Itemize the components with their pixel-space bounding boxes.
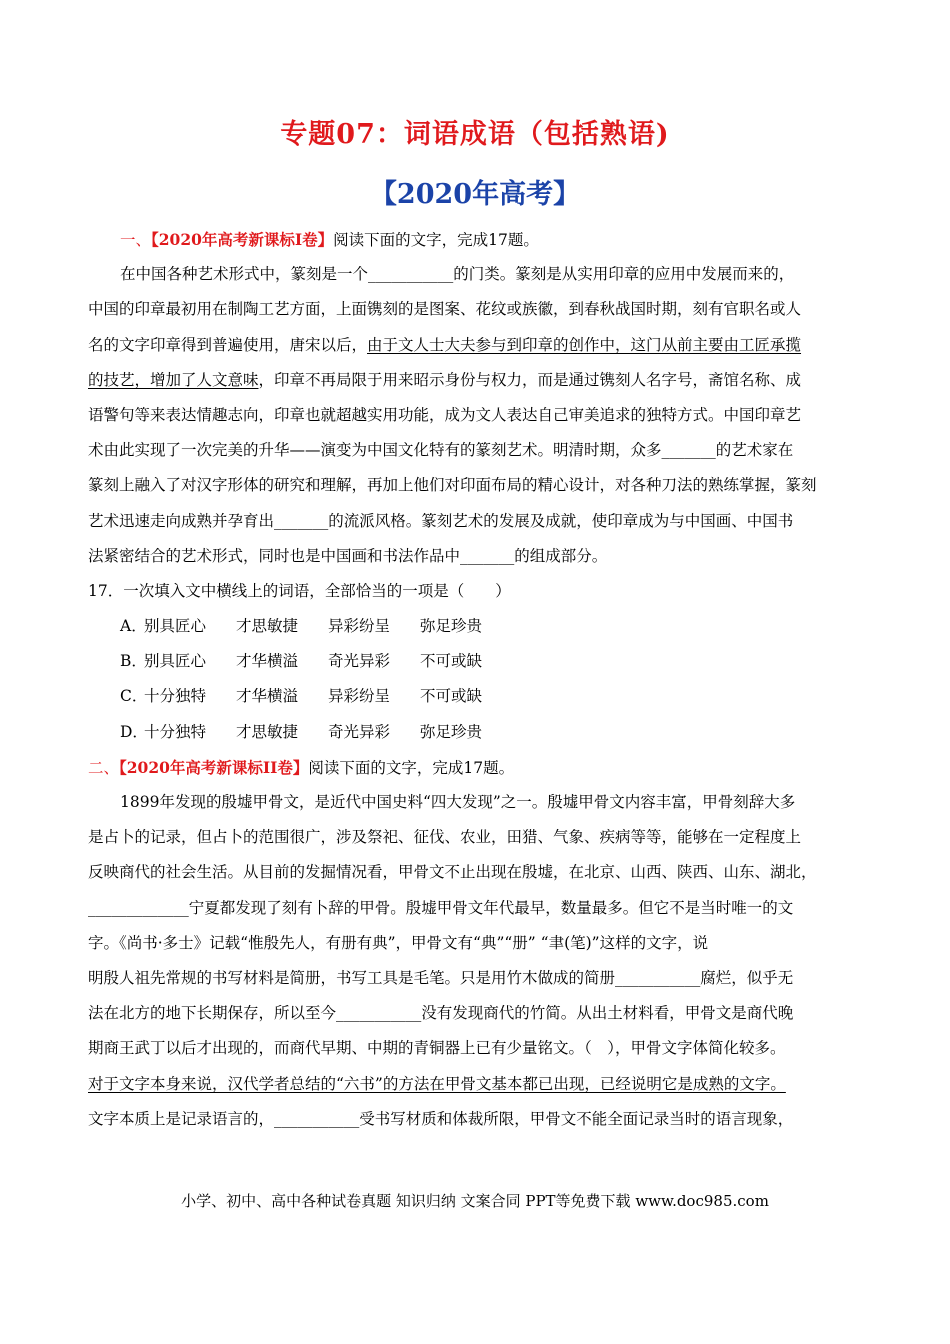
option-a bbox=[88, 609, 868, 644]
passage2-line: 是占卜的记录，但占卜的范围很广，涉及祭祀、征伐、农业，田猎、气象、疾病等等，能够在一定程度上 bbox=[88, 828, 802, 847]
option-word: 弥足珍贵 bbox=[420, 722, 483, 741]
page-footer: 小学、初中、高中各种试卷真题 知识归纳 文案合同 PPT等免费下载 www.doc985.com bbox=[181, 1192, 769, 1210]
passage1-line: 篆刻上融入了对汉字形体的研究和理解，再加上他们对印面布局的精心设计，对各种刀法的熟练掌握，篆刻 bbox=[88, 476, 817, 495]
section2-number: 二、 bbox=[88, 758, 120, 777]
option-c bbox=[88, 679, 868, 714]
option-word: 不可或缺 bbox=[420, 652, 483, 671]
section1-number: 一、 bbox=[120, 231, 152, 249]
passage1-line: 在中国各种艺术形式中，篆刻是一个___________的门类。篆刻是从实用印章的应用中发展而来的， bbox=[120, 265, 795, 284]
underlined-sentence: 由于文人士大夫参与到印章的创作中，这门从前主要由工匠承揽 bbox=[367, 335, 802, 354]
option-word: 奇光异彩 bbox=[328, 652, 391, 671]
passage1-line bbox=[88, 363, 868, 398]
passage1-line: 法紧密结合的艺术形式，同时也是中国画和书法作品中_______的组成部分。 bbox=[88, 546, 608, 565]
option-d bbox=[88, 715, 868, 750]
document-body bbox=[88, 222, 868, 1137]
option-word: 才华横溢 bbox=[236, 652, 299, 671]
passage2-line: 字。《尚书·多士》记载“惟殷先人，有册有典”，甲骨文有“典”“册” “聿(笔)”这样的文字，说 bbox=[88, 933, 709, 952]
option-word: 十分独特 bbox=[144, 687, 207, 706]
passage1-text: 名的文字印章得到普遍使用，唐宋以后， bbox=[88, 335, 368, 354]
option-word: 才思敏捷 bbox=[236, 617, 299, 636]
option-word: 弥足珍贵 bbox=[420, 617, 483, 636]
passage2-line: 1899年发现的殷墟甲骨文，是近代中国史料“四大发现”之一。殷墟甲骨文内容丰富，甲骨刻辞大多 bbox=[120, 793, 796, 811]
passage1-line: 语警句等来表达情趣志向，印章也就超越实用功能，成为文人表达自己审美追求的独特方式。中国印章艺 bbox=[88, 405, 802, 424]
underlined-sentence: 的技艺，增加了人文意味 bbox=[88, 370, 259, 389]
option-word: 异彩纷呈 bbox=[328, 687, 391, 706]
option-word: 才华横溢 bbox=[236, 687, 299, 706]
passage2-line: 法在北方的地下长期保存，所以至今___________没有发现商代的竹简。从出土材料看，甲骨文是商代晚 bbox=[88, 1004, 794, 1023]
section1-heading bbox=[88, 222, 868, 257]
page-subtitle: 【2020年高考】 bbox=[369, 179, 581, 210]
option-label: C． bbox=[120, 687, 148, 706]
option-b bbox=[88, 644, 868, 679]
passage1-line: 术由此实现了一次完美的升华——演变为中国文化特有的篆刻艺术。明清时期，众多_______的艺术家在 bbox=[88, 441, 794, 460]
section1-instruction: 阅读下面的文字，完成17题。 bbox=[333, 231, 539, 249]
passage2-line: _____________宁夏都发现了刻有卜辞的甲骨。殷墟甲骨文年代最早，数量最多。但它不是当时唯一的文 bbox=[88, 898, 794, 917]
passage1-line: 中国的印章最初用在制陶工艺方面，上面镌刻的是图案、花纹或族徽，到春秋战国时期，刻有官职名或人 bbox=[88, 300, 802, 319]
option-word: 别具匠心 bbox=[144, 652, 207, 671]
passage2-line: 文字本质上是记录语言的，___________受书写材质和体裁所限，甲骨文不能全面记录当时的语言现象， bbox=[88, 1109, 794, 1128]
option-word: 奇光异彩 bbox=[328, 722, 391, 741]
option-label: D． bbox=[120, 722, 148, 741]
passage2-line: 反映商代的社会生活。从目前的发掘情况看，甲骨文不止出现在殷墟，在北京、山西、陕西、山东、湖北， bbox=[88, 863, 817, 882]
passage1-line: 艺术迅速走向成熟并孕育出_______的流派风格。篆刻艺术的发展及成就，使印章成为与中国画、中国书 bbox=[88, 511, 794, 530]
section1-tag: 【2020年高考新课标Ⅰ卷】 bbox=[151, 230, 334, 249]
page-title: 专题07：词语成语（包括熟语) bbox=[280, 119, 670, 150]
option-word: 十分独特 bbox=[144, 722, 207, 741]
option-word: 异彩纷呈 bbox=[328, 617, 391, 636]
option-label: A． bbox=[120, 617, 147, 636]
section2-heading bbox=[88, 750, 868, 785]
option-word: 别具匠心 bbox=[144, 617, 207, 636]
passage2-line: 明殷人祖先常规的书写材料是简册，书写工具是毛笔。只是用竹木做成的简册___________腐烂，似乎无 bbox=[88, 968, 794, 987]
option-word: 不可或缺 bbox=[420, 687, 483, 706]
section2-instruction: 阅读下面的文字，完成17题。 bbox=[308, 758, 515, 777]
underlined-sentence: 对于文字本身来说，汉代学者总结的“六书”的方法在甲骨文基本都已出现，已经说明它是成熟的文字。 bbox=[88, 1074, 786, 1093]
passage1-text: ，印章不再局限于用来昭示身份与权力，而是通过镌刻人名字号，斋馆名称、成 bbox=[258, 370, 802, 389]
passage2-line: 期商王武丁以后才出现的，而商代早期、中期的青铜器上已有少量铭文。（ ），甲骨文字体简化较多。 bbox=[88, 1039, 786, 1058]
option-label: B． bbox=[120, 652, 147, 671]
option-word: 才思敏捷 bbox=[236, 722, 299, 741]
passage1-line bbox=[88, 328, 868, 363]
section2-tag: 【2020年高考新课标II卷】 bbox=[119, 757, 309, 777]
question-17: 17．一次填入文中横线上的词语，全部恰当的一项是（ ） bbox=[88, 581, 511, 600]
